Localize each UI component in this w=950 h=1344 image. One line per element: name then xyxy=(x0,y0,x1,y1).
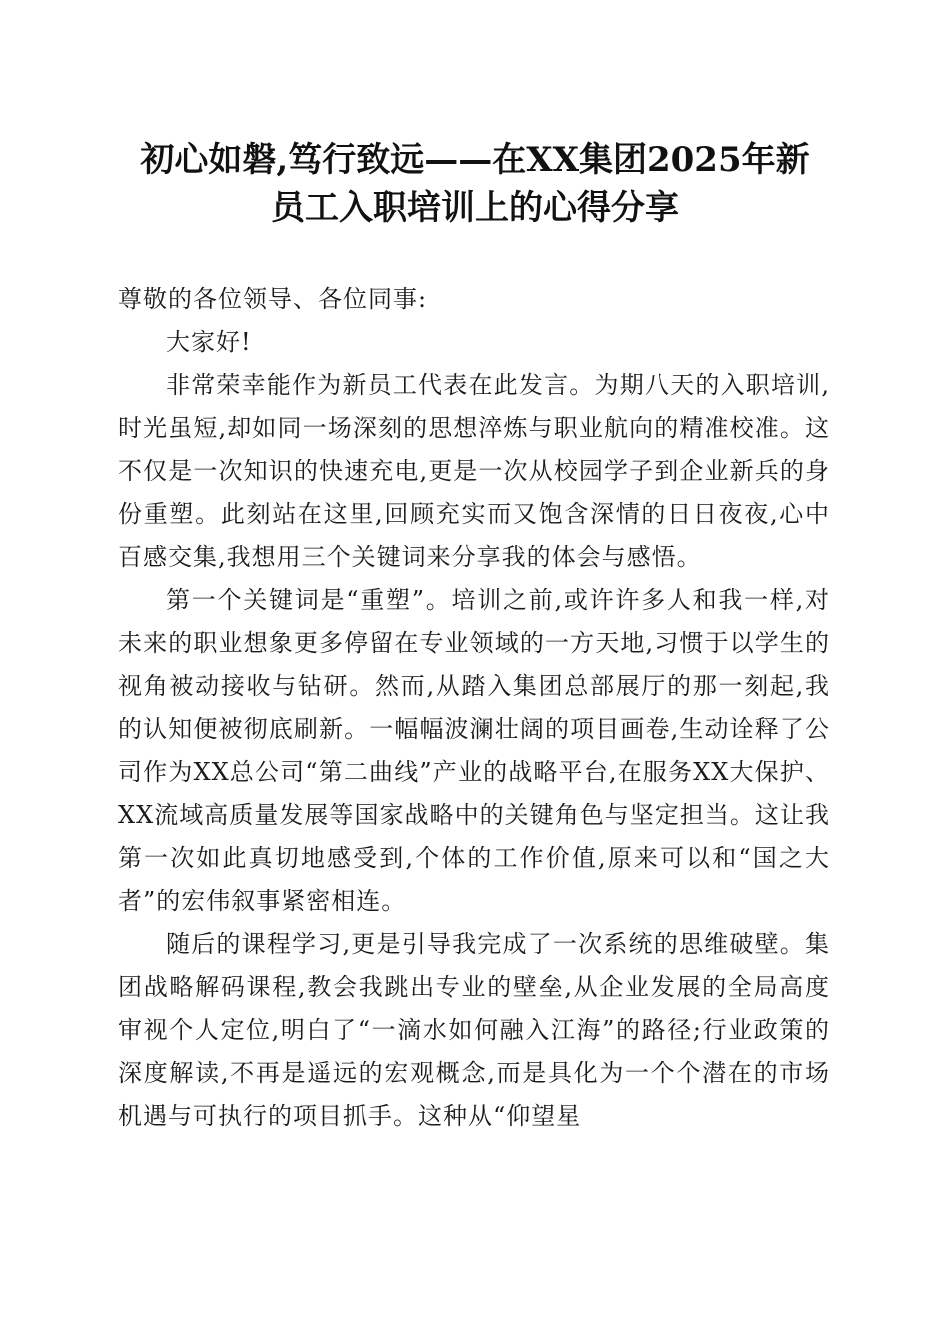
document-title xyxy=(110,136,840,232)
title-line-2: 员工入职培训上的心得分享 xyxy=(271,188,679,228)
paragraph-course-study: 随后的课程学习,更是引导我完成了一次系统的思维破壁。集团战略解码课程,教会我跳出专业的壁垒,从企业发展的全局高度审视个人定位,明白了“一滴水如何融入江海”的路径;行业政策的深度解读,不再是遥远的宏观概念,而是具化为一个个潜在的市场机遇与可执行的项目抓手。这种从“仰望星 xyxy=(118,930,830,1130)
paragraph-intro: 非常荣幸能作为新员工代表在此发言。为期八天的入职培训,时光虽短,却如同一场深刻的思想淬炼与职业航向的精准校准。这不仅是一次知识的快速充电,更是一次从校园学子到企业新兵的身份重塑。此刻站在这里,回顾充实而又饱含深情的日日夜夜,心中百感交集,我想用三个关键词来分享我的体会与感悟。 xyxy=(118,371,830,571)
document-body xyxy=(118,278,830,1138)
greeting: 大家好! xyxy=(166,328,252,356)
salutation: 尊敬的各位领导、各位同事: xyxy=(118,285,428,313)
title-line-1: 初心如磐,笃行致远——在XX集团2025年新 xyxy=(140,140,810,180)
paragraph-reshape: 第一个关键词是“重塑”。培训之前,或许许多人和我一样,对未来的职业想象更多停留在专业领域的一方天地,习惯于以学生的视角被动接收与钻研。然而,从踏入集团总部展厅的那一刻起,我的认知便被彻底刷新。一幅幅波澜壮阔的项目画卷,生动诠释了公司作为XX总公司“第二曲线”产业的战略平台,在服务XX大保护、XX流域高质量发展等国家战略中的关键角色与坚定担当。这让我第一次如此真切地感受到,个体的工作价值,原来可以和“国之大者”的宏伟叙事紧密相连。 xyxy=(118,586,830,915)
